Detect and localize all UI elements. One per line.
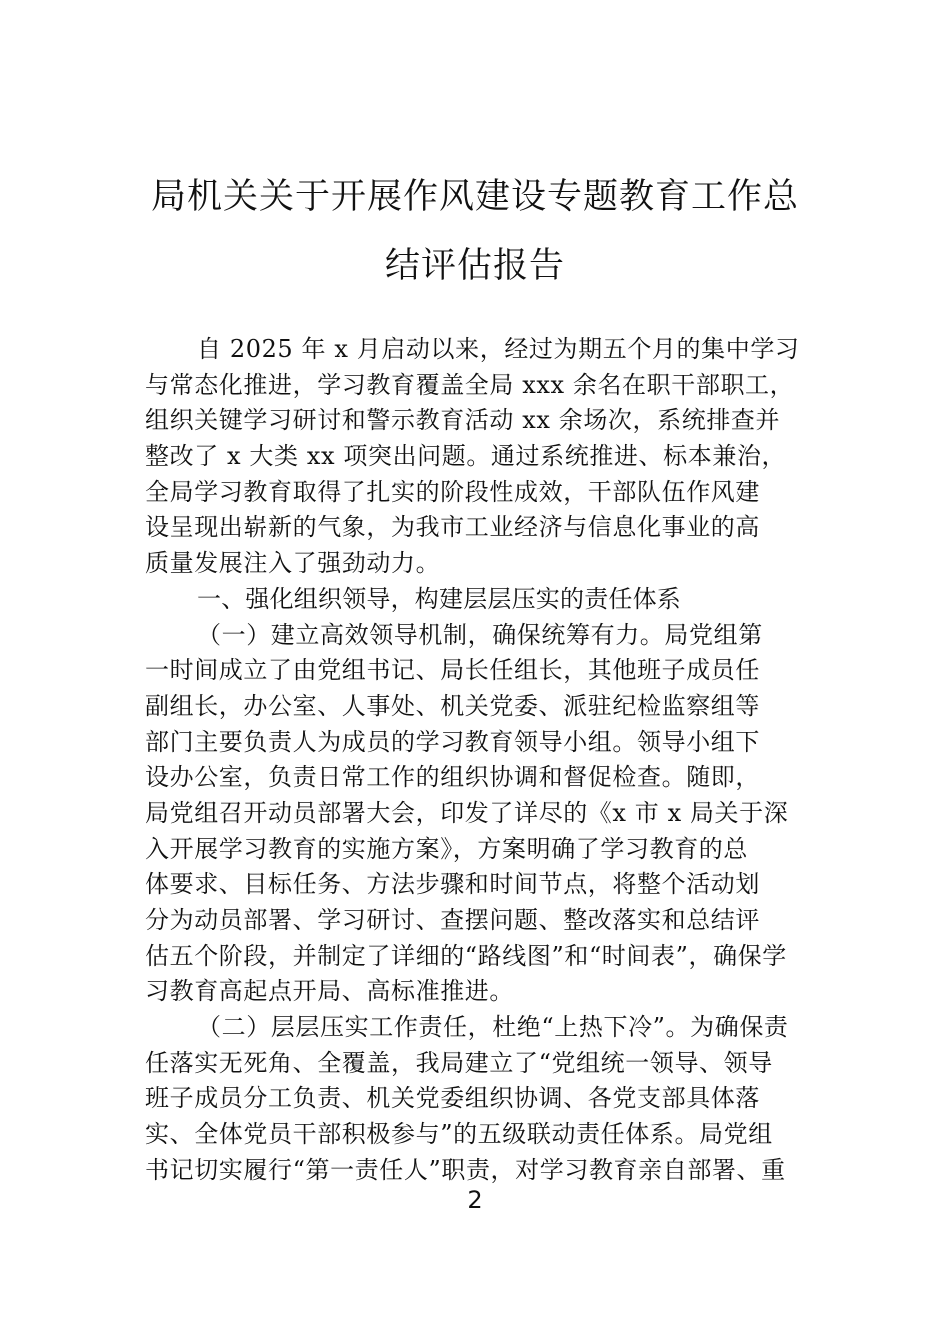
paragraph-3-line: 实、全体党员干部积极参与”的五级联动责任体系。局党组 [145,1120,773,1149]
paragraph-2-line: 副组长，办公室、人事处、机关党委、派驻纪检监察组等 [145,691,760,720]
paragraph-2-line: 部门主要负责人为成员的学习教育领导小组。领导小组下 [145,727,760,756]
paragraph-2-line: 分为动员部署、学习研讨、查摆问题、整改落实和总结评 [145,906,760,934]
paragraph-3-line: 任落实无死角、全覆盖，我局建立了“党组统一领导、领导 [145,1048,773,1077]
paragraph-2-line: 一时间成立了由党组书记、局长任组长，其他班子成员任 [145,656,760,685]
paragraph-1-line: 与常态化推进，学习教育覆盖全局 xxx 余名在职干部职工， [145,370,795,399]
document-body [145,332,810,1189]
paragraph-2-line: 入开展学习教育的实施方案》，方案明确了学习教育的总 [145,834,748,863]
paragraph-2-line: 设办公室，负责日常工作的组织协调和督促检查。随即， [145,763,760,792]
paragraph-3-line: 班子成员分工负责、机关党委组织协调、各党支部具体落 [145,1084,760,1113]
paragraph-3-line: （二）层层压实工作责任，杜绝“上热下冷”。为确保责 [197,1013,789,1042]
paragraph-1-line: 质量发展注入了强劲动力。 [145,549,441,578]
paragraph-2-line: （一）建立高效领导机制，确保统筹有力。局党组第 [197,620,763,649]
paragraph-2-line: 习教育高起点开局、高标准推进。 [145,977,514,1006]
paragraph-1-line: 全局学习教育取得了扎实的阶段性成效，干部队伍作风建 [145,477,760,506]
paragraph-1-line: 自 2025 年 x 月启动以来，经过为期五个月的集中学习 [197,335,800,363]
paragraph-1-line: 设呈现出崭新的气象，为我市工业经济与信息化事业的高 [145,513,760,542]
paragraph-2-line: 估五个阶段，并制定了详细的“路线图”和“时间表”，确保学 [145,941,787,970]
paragraph-2-line: 局党组召开动员部署大会，印发了详尽的《x 市 x 局关于深 [145,798,789,827]
paragraph-1-line: 整改了 x 大类 xx 项突出问题。通过系统推进、标本兼治， [145,442,787,471]
section-heading-1: 一、强化组织领导，构建层层压实的责任体系 [197,584,681,613]
paragraph-2-line: 体要求、目标任务、方法步骤和时间节点，将整个活动划 [145,870,760,899]
paragraph-1-line: 组织关键学习研讨和警示教育活动 xx 余场次，系统排查并 [145,406,781,435]
document-title-line-1: 局机关关于开展作风建设专题教育工作总 [150,177,799,217]
paragraph-3-line: 书记切实履行“第一责任人”职责，对学习教育亲自部署、重 [145,1155,786,1184]
page-number: 2 [467,1186,483,1214]
document-title-line-2: 结评估报告 [384,246,565,286]
